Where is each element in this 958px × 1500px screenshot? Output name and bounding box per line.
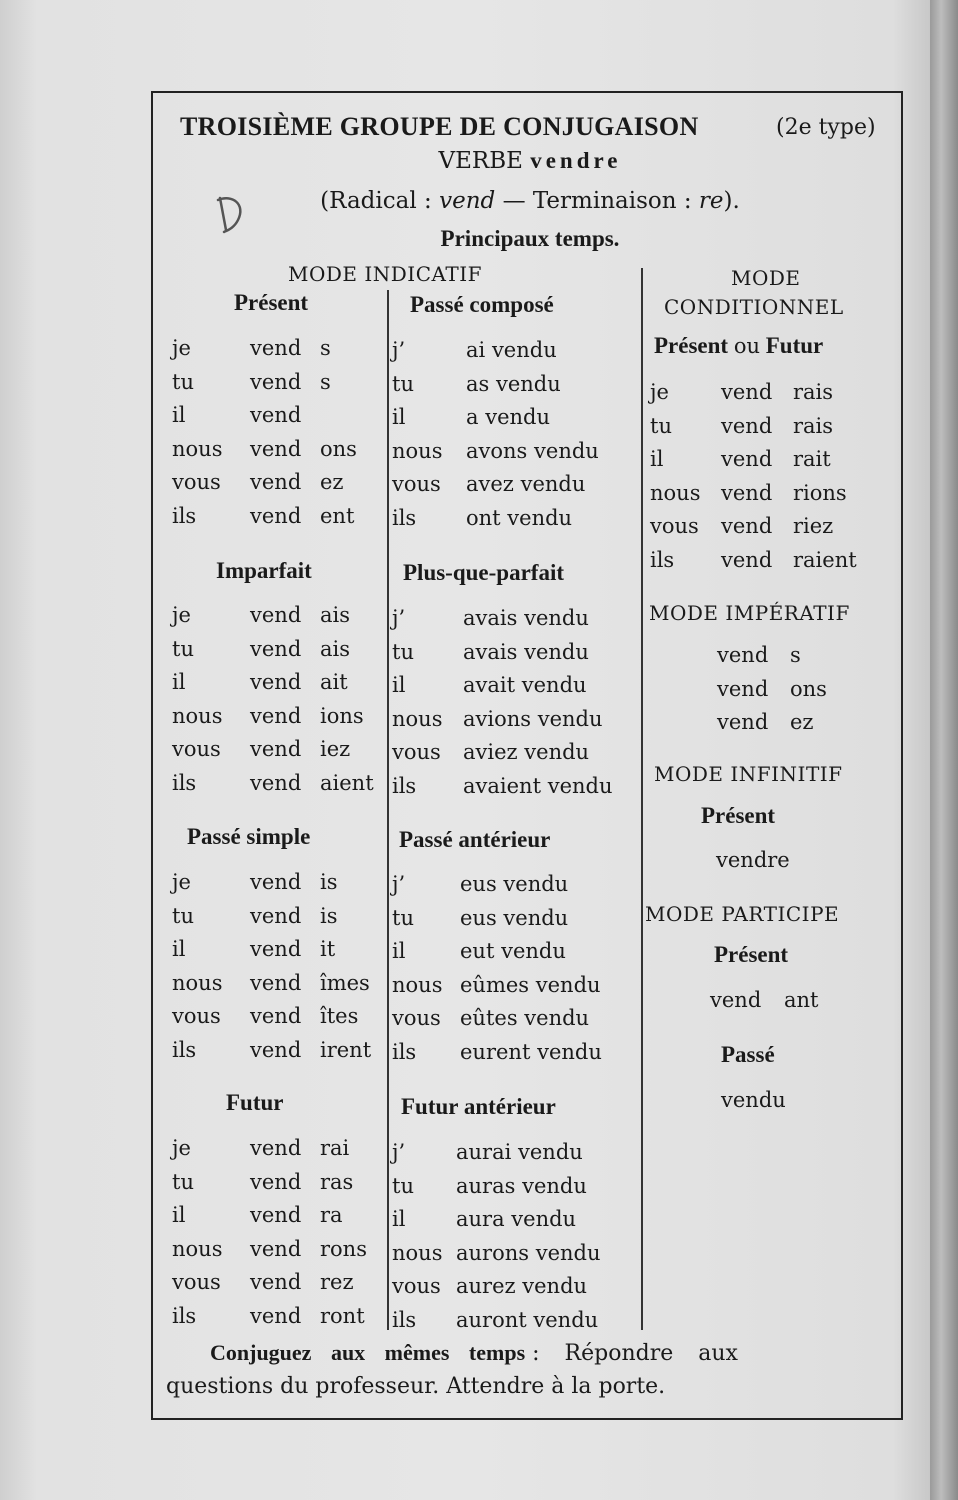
verb-ending: irent (320, 1037, 372, 1062)
auxiliary-with-participle (460, 939, 566, 963)
tense-title-passe_simple: Passé simple (187, 824, 311, 849)
pronoun: il (172, 670, 186, 694)
auxiliary: eut (460, 939, 495, 963)
past-participle: vendu (518, 1140, 583, 1164)
verb-stem: vend (250, 436, 302, 461)
tense-title-futur_anterieur: Futur antérieur (401, 1094, 556, 1119)
cond-title-part: ou (733, 334, 760, 358)
auxiliary: auras (456, 1173, 516, 1198)
verb-stem: vend (721, 413, 773, 438)
past-participle: vendu (534, 438, 599, 463)
past-participle: vendu (537, 1039, 602, 1064)
past-participle: vendu (524, 740, 590, 764)
auxiliary: a (466, 405, 479, 429)
auxiliary: aurai (456, 1140, 512, 1164)
divider-1 (387, 290, 389, 1330)
past-participle: vendu (535, 972, 601, 997)
pronoun: j’ (392, 338, 406, 362)
auxiliary-with-participle (463, 673, 587, 697)
auxiliary-with-participle (466, 372, 561, 396)
infinitif-value: vendre (716, 848, 790, 872)
instruction-line-1 (210, 1340, 738, 1366)
pronoun: tu (392, 639, 414, 664)
past-participle: vendu (522, 1274, 588, 1298)
auxiliary: eus (460, 872, 497, 896)
verb-ending: rai (320, 1136, 350, 1160)
auxiliary: avons (466, 438, 528, 463)
participe-passe-value: vendu (721, 1088, 786, 1112)
auxiliary: avaient (463, 773, 542, 798)
past-participle: vendu (503, 872, 569, 896)
past-participle: vendu (535, 1240, 601, 1265)
pronoun: vous (172, 1270, 221, 1294)
auxiliary: as (466, 371, 490, 396)
past-participle: vendu (524, 1006, 590, 1030)
verb-prefix: VERBE (438, 148, 523, 174)
verb-ending: it (320, 937, 336, 961)
principal-tenses-heading: Principaux temps. (440, 226, 620, 251)
auxiliary-with-participle (460, 1006, 589, 1030)
cond-title-part: Futur (765, 333, 824, 358)
verb-ending: ras (320, 1169, 354, 1194)
auxiliary-with-participle (463, 707, 603, 731)
verb-stem: vend (721, 380, 773, 404)
auxiliary: aurez (456, 1274, 516, 1298)
verb-name: vendre (530, 148, 622, 173)
past-participle: vendu (495, 371, 561, 396)
auxiliary-with-participle (456, 1140, 583, 1164)
auxiliary-with-participle (460, 872, 568, 896)
verb-stem: vend (721, 514, 773, 538)
pronoun: je (650, 380, 669, 404)
verb-ending: rez (320, 1270, 354, 1294)
pronoun: j’ (392, 1140, 406, 1164)
verb-ending: îtes (320, 1004, 359, 1028)
auxiliary: avions (463, 706, 532, 731)
pronoun: nous (392, 1240, 443, 1265)
auxiliary-with-participle (456, 1174, 587, 1198)
auxiliary: ont (466, 505, 501, 530)
verb-stem: vend (250, 703, 302, 728)
participe-present-stem: vend (710, 988, 762, 1012)
verb-ending: is (320, 870, 338, 894)
auxiliary: avait (463, 673, 516, 697)
auxiliary: eurent (460, 1039, 531, 1064)
instruction-line-2: questions du professeur. Attendre à la porte. (166, 1374, 666, 1399)
participe-passe-title: Passé (721, 1042, 775, 1067)
conditionnel-tense-title (654, 333, 823, 359)
verb-stem: vend (250, 1037, 302, 1062)
verb-stem: vend (250, 670, 302, 694)
verb-stem: vend (721, 547, 773, 572)
past-participle: vendu (524, 639, 589, 664)
verb-ending: ais (320, 603, 351, 627)
tense-title-futur: Futur (226, 1090, 284, 1115)
auxiliary-with-participle (456, 1308, 598, 1332)
tense-title-passe_anterieur: Passé antérieur (399, 827, 551, 852)
verb-ending: rions (793, 480, 847, 505)
mode-infinitif: MODE INFINITIF (654, 762, 843, 786)
verb-stem: vend (250, 603, 302, 627)
auxiliary-with-participle (463, 740, 589, 764)
auxiliary-with-participle (466, 405, 550, 429)
verb-ending: aient (320, 770, 374, 795)
past-participle: vendu (511, 1207, 577, 1231)
pronoun: il (392, 673, 406, 697)
mode-conditionnel-2: CONDITIONNEL (664, 295, 844, 319)
pronoun: il (172, 403, 186, 427)
verb-stem: vend (717, 676, 769, 701)
pronoun: je (172, 603, 191, 627)
auxiliary-with-participle (460, 1040, 602, 1064)
pronoun: il (172, 937, 186, 961)
verb-ending: is (320, 903, 338, 928)
verb-ending: riez (793, 514, 834, 538)
verb-ending: rais (793, 380, 834, 404)
pronoun: tu (172, 636, 194, 661)
pronoun: ils (650, 547, 675, 572)
auxiliary-with-participle (460, 906, 568, 930)
pronoun: ils (172, 770, 197, 795)
verb-stem: vend (250, 1004, 302, 1028)
pronoun: nous (392, 972, 443, 997)
pronoun: ils (392, 1307, 417, 1332)
pronoun: tu (650, 413, 672, 438)
past-participle: vendu (501, 939, 566, 963)
pronoun: nous (172, 1236, 223, 1261)
verb-stem: vend (717, 710, 769, 734)
verb-stem: vend (250, 369, 302, 394)
verb-ending: s (790, 643, 801, 667)
divider-2 (641, 268, 643, 1330)
pronoun: ils (392, 505, 417, 530)
page-title: TROISIÈME GROUPE DE CONJUGAISON (180, 112, 699, 141)
pronoun: vous (392, 1006, 441, 1030)
verb-ending: rais (793, 413, 834, 438)
verb-ending: ais (320, 636, 351, 661)
termination-value: re (698, 188, 724, 214)
mode-imperatif: MODE IMPÉRATIF (649, 601, 850, 625)
auxiliary-with-participle (463, 774, 613, 798)
verb-ending: s (320, 336, 331, 360)
verb-stem: vend (250, 737, 302, 761)
mode-conditionnel-1: MODE (731, 266, 801, 290)
radical-line (150, 188, 910, 214)
pronoun: tu (392, 1173, 414, 1198)
pronoun: ils (172, 1037, 197, 1062)
past-participle: vendu (503, 905, 569, 930)
past-participle: vendu (547, 773, 613, 798)
verb-stem: vend (250, 1136, 302, 1160)
tense-title-passe_compose: Passé composé (410, 292, 554, 317)
pronoun: tu (172, 369, 194, 394)
verb-stem: vend (250, 937, 302, 961)
auxiliary: aviez (463, 740, 518, 764)
past-participle: vendu (520, 472, 586, 496)
instruction-bold: Conjuguez aux mêmes temps (210, 1340, 526, 1365)
auxiliary: aura (456, 1207, 505, 1231)
pronoun: il (392, 1207, 406, 1231)
past-participle: vendu (522, 1173, 587, 1198)
auxiliary: eûmes (460, 972, 530, 997)
verb-line (150, 148, 910, 174)
verb-ending: ions (320, 703, 364, 728)
past-participle: vendu (524, 606, 589, 630)
verb-ending: raient (793, 547, 857, 572)
auxiliary: avais (463, 639, 518, 664)
verb-ending: ent (320, 503, 355, 528)
cond-title-part: Présent (654, 333, 729, 358)
pronoun: nous (392, 438, 443, 463)
past-participle: vendu (537, 706, 603, 731)
pronoun: tu (172, 903, 194, 928)
tense-title-plus_que_parfait: Plus-que-parfait (403, 560, 564, 585)
past-participle: vendu (485, 405, 551, 429)
pronoun: il (650, 447, 664, 471)
verb-ending: ez (320, 470, 344, 494)
auxiliary-with-participle (466, 472, 585, 496)
past-participle: vendu (491, 338, 557, 362)
verb-ending: ra (320, 1203, 343, 1227)
past-participle: vendu (521, 673, 587, 697)
verb-stem: vend (250, 403, 302, 427)
auxiliary-with-participle (466, 338, 557, 362)
auxiliary-with-participle (466, 506, 572, 530)
pronoun: vous (172, 1004, 221, 1028)
pronoun: nous (172, 436, 223, 461)
verb-ending: rons (320, 1236, 367, 1261)
verb-ending: rait (793, 447, 831, 471)
instruction-rest: : Répondre aux (532, 1341, 738, 1366)
pronoun: vous (172, 737, 221, 761)
verb-ending: îmes (320, 970, 370, 995)
pronoun: ils (392, 773, 417, 798)
pronoun: vous (392, 740, 441, 764)
pronoun: je (172, 870, 191, 894)
conjugation-type: (2e type) (776, 115, 876, 140)
verb-stem: vend (250, 1270, 302, 1294)
auxiliary-with-participle (463, 640, 589, 664)
verb-stem: vend (250, 1203, 302, 1227)
pronoun: tu (392, 905, 414, 930)
auxiliary: auront (456, 1307, 527, 1332)
infinitif-present-title: Présent (701, 803, 776, 828)
auxiliary: eûtes (460, 1006, 518, 1030)
pronoun: vous (392, 472, 441, 496)
mode-participe: MODE PARTICIPE (645, 902, 840, 926)
pronoun: tu (172, 1169, 194, 1194)
pronoun: je (172, 336, 191, 360)
pronoun: il (392, 405, 406, 429)
pronoun: j’ (392, 606, 406, 630)
tense-title-imparfait: Imparfait (216, 558, 312, 583)
pronoun: tu (392, 371, 414, 396)
auxiliary: avais (463, 606, 518, 630)
verb-ending: s (320, 369, 331, 394)
termination-label: — Terminaison : (502, 188, 692, 214)
pronoun: ils (172, 1303, 197, 1328)
pronoun: nous (172, 703, 223, 728)
auxiliary: avez (466, 472, 514, 496)
auxiliary: aurons (456, 1240, 530, 1265)
verb-stem: vend (250, 1303, 302, 1328)
verb-stem: vend (250, 336, 302, 360)
verb-ending: ez (790, 710, 814, 734)
pronoun: j’ (392, 872, 406, 896)
verb-stem: vend (250, 870, 302, 894)
pronoun: nous (172, 970, 223, 995)
pronoun: nous (392, 706, 443, 731)
auxiliary-with-participle (463, 606, 589, 630)
past-participle: vendu (507, 505, 573, 530)
mode-indicatif: MODE INDICATIF (288, 262, 482, 286)
tense-title-present: Présent (234, 290, 309, 315)
auxiliary: ai (466, 338, 486, 362)
verb-stem: vend (250, 1169, 302, 1194)
auxiliary: eus (460, 905, 497, 930)
book-spine (930, 0, 958, 1500)
verb-ending: iez (320, 737, 351, 761)
auxiliary-with-participle (456, 1207, 576, 1231)
pronoun: vous (650, 514, 699, 538)
radical-value: vend (439, 188, 496, 214)
verb-stem: vend (250, 636, 302, 661)
auxiliary-with-participle (456, 1241, 601, 1265)
verb-ending: ront (320, 1303, 365, 1328)
verb-ending: ons (320, 436, 357, 461)
verb-stem: vend (717, 643, 769, 667)
pronoun: vous (392, 1274, 441, 1298)
verb-ending: ait (320, 670, 348, 694)
participe-present-title: Présent (714, 942, 789, 967)
radical-close: ). (723, 188, 740, 214)
pronoun: je (172, 1136, 191, 1160)
pronoun: il (172, 1203, 186, 1227)
verb-stem: vend (250, 503, 302, 528)
pronoun: il (392, 939, 406, 963)
pronoun: vous (172, 470, 221, 494)
auxiliary-with-participle (460, 973, 601, 997)
verb-stem: vend (250, 970, 302, 995)
pronoun: ils (392, 1039, 417, 1064)
past-participle: vendu (533, 1307, 599, 1332)
radical-open: (Radical : (320, 188, 432, 214)
verb-stem: vend (250, 470, 302, 494)
auxiliary-with-participle (456, 1274, 587, 1298)
verb-stem: vend (250, 903, 302, 928)
pronoun: nous (650, 480, 701, 505)
participe-present-ending: ant (784, 988, 819, 1012)
verb-ending: ons (790, 676, 827, 701)
verb-stem: vend (721, 447, 773, 471)
auxiliary-with-participle (466, 439, 599, 463)
verb-stem: vend (721, 480, 773, 505)
pronoun: ils (172, 503, 197, 528)
verb-stem: vend (250, 770, 302, 795)
verb-stem: vend (250, 1236, 302, 1261)
